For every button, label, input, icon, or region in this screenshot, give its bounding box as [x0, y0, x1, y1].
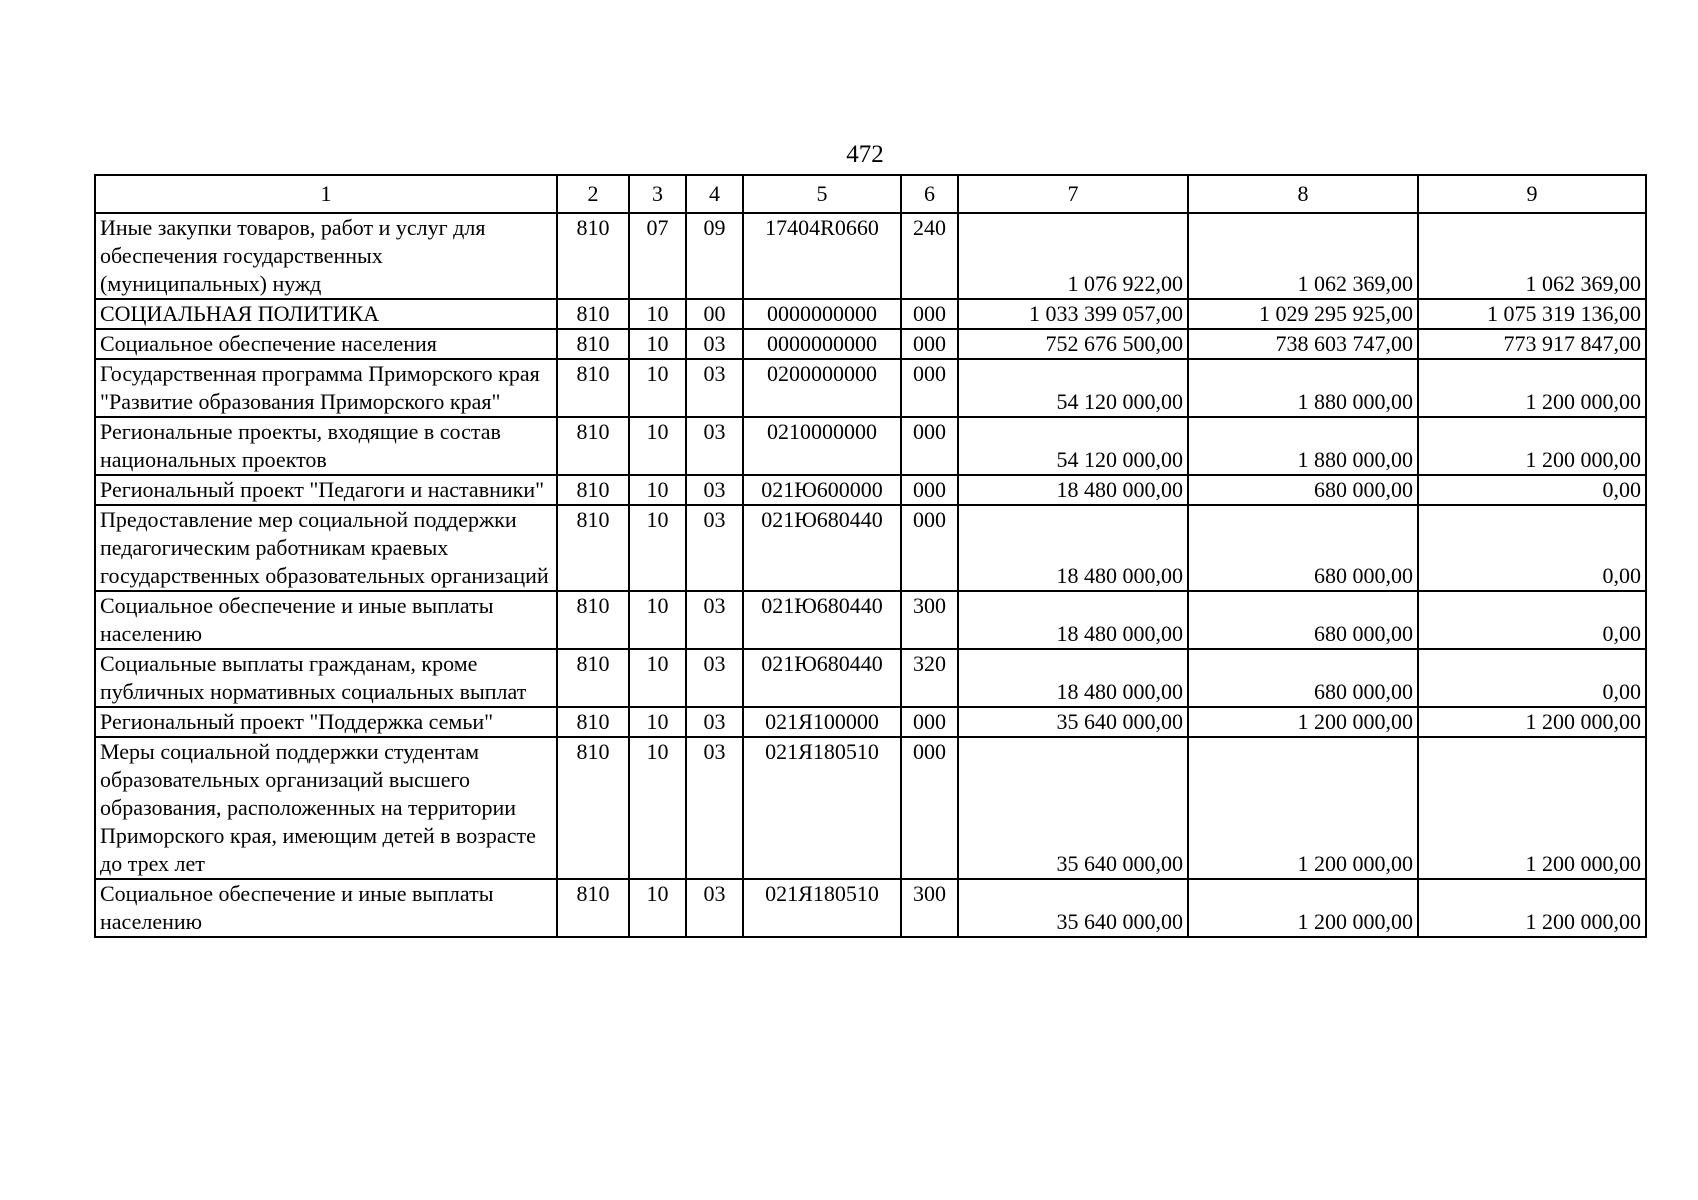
row-name: Региональные проекты, входящие в состав национальных проектов: [95, 417, 557, 475]
row-code-section: 10: [629, 737, 686, 879]
row-code-expense-type: 000: [901, 359, 958, 417]
row-sum-col8: 1 880 000,00: [1188, 359, 1418, 417]
row-code-expense-type: 000: [901, 329, 958, 359]
row-code-target: 021Ю680440: [743, 649, 901, 707]
row-sum-col7: 18 480 000,00: [958, 649, 1188, 707]
header-col-8: 8: [1188, 175, 1418, 213]
row-code-subsection: 03: [686, 707, 743, 737]
table-row: [95, 649, 1646, 707]
row-code-ministry: 810: [557, 359, 629, 417]
row-code-expense-type: 000: [901, 299, 958, 329]
row-code-subsection: 03: [686, 505, 743, 591]
row-code-subsection: 03: [686, 649, 743, 707]
row-sum-col8: 1 200 000,00: [1188, 737, 1418, 879]
row-sum-col8: 1 880 000,00: [1188, 417, 1418, 475]
row-sum-col7: 18 480 000,00: [958, 591, 1188, 649]
header-col-3: 3: [629, 175, 686, 213]
table-header: [95, 175, 1646, 213]
row-code-expense-type: 000: [901, 475, 958, 505]
row-code-ministry: 810: [557, 417, 629, 475]
row-code-section: 10: [629, 591, 686, 649]
row-name: Предоставление мер социальной поддержки педагогическим работникам краевых государственных образовательных организаций: [95, 505, 557, 591]
row-code-target: 021Ю680440: [743, 591, 901, 649]
row-sum-col9: 0,00: [1418, 505, 1646, 591]
row-sum-col9: 0,00: [1418, 475, 1646, 505]
row-code-expense-type: 000: [901, 505, 958, 591]
row-sum-col8: 1 200 000,00: [1188, 707, 1418, 737]
row-sum-col9: 1 200 000,00: [1418, 737, 1646, 879]
row-sum-col9: 1 062 369,00: [1418, 213, 1646, 299]
row-sum-col7: 18 480 000,00: [958, 505, 1188, 591]
row-code-expense-type: 000: [901, 737, 958, 879]
row-code-expense-type: 300: [901, 879, 958, 937]
row-code-section: 10: [629, 649, 686, 707]
row-code-target: 021Я180510: [743, 879, 901, 937]
row-sum-col7: 18 480 000,00: [958, 475, 1188, 505]
table-row: [95, 591, 1646, 649]
header-col-7: 7: [958, 175, 1188, 213]
header-row: [95, 175, 1646, 213]
header-col-1: 1: [95, 175, 557, 213]
header-col-6: 6: [901, 175, 958, 213]
row-code-ministry: 810: [557, 505, 629, 591]
row-code-expense-type: 320: [901, 649, 958, 707]
row-code-subsection: 03: [686, 737, 743, 879]
table-row: [95, 737, 1646, 879]
table-row: [95, 329, 1646, 359]
row-code-section: 10: [629, 707, 686, 737]
row-name: Социальное обеспечение и иные выплаты населению: [95, 879, 557, 937]
row-sum-col8: 1 200 000,00: [1188, 879, 1418, 937]
table-row: [95, 505, 1646, 591]
table-row: [95, 299, 1646, 329]
row-code-expense-type: 240: [901, 213, 958, 299]
row-code-subsection: 09: [686, 213, 743, 299]
row-sum-col8: 1 029 295 925,00: [1188, 299, 1418, 329]
row-name: Региональный проект "Поддержка семьи": [95, 707, 557, 737]
row-code-section: 10: [629, 417, 686, 475]
row-sum-col7: 1 033 399 057,00: [958, 299, 1188, 329]
row-code-target: 17404R0660: [743, 213, 901, 299]
header-col-4: 4: [686, 175, 743, 213]
row-code-section: 10: [629, 879, 686, 937]
table-row: [95, 213, 1646, 299]
row-code-expense-type: 300: [901, 591, 958, 649]
table-row: [95, 475, 1646, 505]
row-sum-col9: 0,00: [1418, 649, 1646, 707]
row-code-target: 0210000000: [743, 417, 901, 475]
row-sum-col7: 35 640 000,00: [958, 737, 1188, 879]
table-body: [95, 213, 1646, 937]
row-sum-col7: 752 676 500,00: [958, 329, 1188, 359]
row-name: Государственная программа Приморского края "Развитие образования Приморского края": [95, 359, 557, 417]
row-sum-col9: 1 075 319 136,00: [1418, 299, 1646, 329]
table-row: [95, 359, 1646, 417]
row-sum-col9: 773 917 847,00: [1418, 329, 1646, 359]
row-code-subsection: 03: [686, 879, 743, 937]
row-code-ministry: 810: [557, 591, 629, 649]
row-name: СОЦИАЛЬНАЯ ПОЛИТИКА: [95, 299, 557, 329]
row-code-ministry: 810: [557, 649, 629, 707]
row-sum-col8: 680 000,00: [1188, 649, 1418, 707]
row-name: Региональный проект "Педагоги и наставники": [95, 475, 557, 505]
row-code-target: 021Я100000: [743, 707, 901, 737]
page-number: 472: [846, 141, 884, 168]
row-code-subsection: 03: [686, 417, 743, 475]
row-name: Меры социальной поддержки студентам образовательных организаций высшего образования, расположенных на территории Приморского края, имеющим детей в возрасте до трех лет: [95, 737, 557, 879]
row-code-target: 021Ю600000: [743, 475, 901, 505]
row-code-section: 07: [629, 213, 686, 299]
row-code-ministry: 810: [557, 213, 629, 299]
row-code-ministry: 810: [557, 299, 629, 329]
row-code-section: 10: [629, 329, 686, 359]
row-code-section: 10: [629, 299, 686, 329]
row-code-ministry: 810: [557, 737, 629, 879]
row-sum-col8: 1 062 369,00: [1188, 213, 1418, 299]
row-code-target: 0000000000: [743, 329, 901, 359]
row-code-subsection: 03: [686, 475, 743, 505]
row-code-ministry: 810: [557, 329, 629, 359]
row-sum-col9: 1 200 000,00: [1418, 879, 1646, 937]
row-name: Социальное обеспечение населения: [95, 329, 557, 359]
row-sum-col9: 1 200 000,00: [1418, 417, 1646, 475]
row-code-section: 10: [629, 505, 686, 591]
row-sum-col9: 0,00: [1418, 591, 1646, 649]
row-code-ministry: 810: [557, 707, 629, 737]
table-row: [95, 707, 1646, 737]
row-name: Социальное обеспечение и иные выплаты населению: [95, 591, 557, 649]
row-name: Иные закупки товаров, работ и услуг для обеспечения государственных (муниципальных) нужд: [95, 213, 557, 299]
row-code-ministry: 810: [557, 879, 629, 937]
header-col-9: 9: [1418, 175, 1646, 213]
row-sum-col8: 680 000,00: [1188, 505, 1418, 591]
row-name: Социальные выплаты гражданам, кроме публичных нормативных социальных выплат: [95, 649, 557, 707]
row-sum-col7: 35 640 000,00: [958, 707, 1188, 737]
header-col-5: 5: [743, 175, 901, 213]
budget-table: [94, 174, 1647, 938]
row-code-expense-type: 000: [901, 417, 958, 475]
row-sum-col9: 1 200 000,00: [1418, 359, 1646, 417]
table-row: [95, 879, 1646, 937]
row-code-target: 0200000000: [743, 359, 901, 417]
header-col-2: 2: [557, 175, 629, 213]
row-code-section: 10: [629, 359, 686, 417]
row-code-section: 10: [629, 475, 686, 505]
row-code-subsection: 00: [686, 299, 743, 329]
row-sum-col7: 1 076 922,00: [958, 213, 1188, 299]
row-code-target: 021Я180510: [743, 737, 901, 879]
table-row: [95, 417, 1646, 475]
row-code-subsection: 03: [686, 329, 743, 359]
row-code-ministry: 810: [557, 475, 629, 505]
row-sum-col8: 680 000,00: [1188, 591, 1418, 649]
row-code-target: 0000000000: [743, 299, 901, 329]
row-code-expense-type: 000: [901, 707, 958, 737]
row-sum-col8: 680 000,00: [1188, 475, 1418, 505]
row-sum-col8: 738 603 747,00: [1188, 329, 1418, 359]
row-code-subsection: 03: [686, 359, 743, 417]
row-code-target: 021Ю680440: [743, 505, 901, 591]
row-code-subsection: 03: [686, 591, 743, 649]
row-sum-col7: 54 120 000,00: [958, 417, 1188, 475]
row-sum-col9: 1 200 000,00: [1418, 707, 1646, 737]
row-sum-col7: 54 120 000,00: [958, 359, 1188, 417]
row-sum-col7: 35 640 000,00: [958, 879, 1188, 937]
